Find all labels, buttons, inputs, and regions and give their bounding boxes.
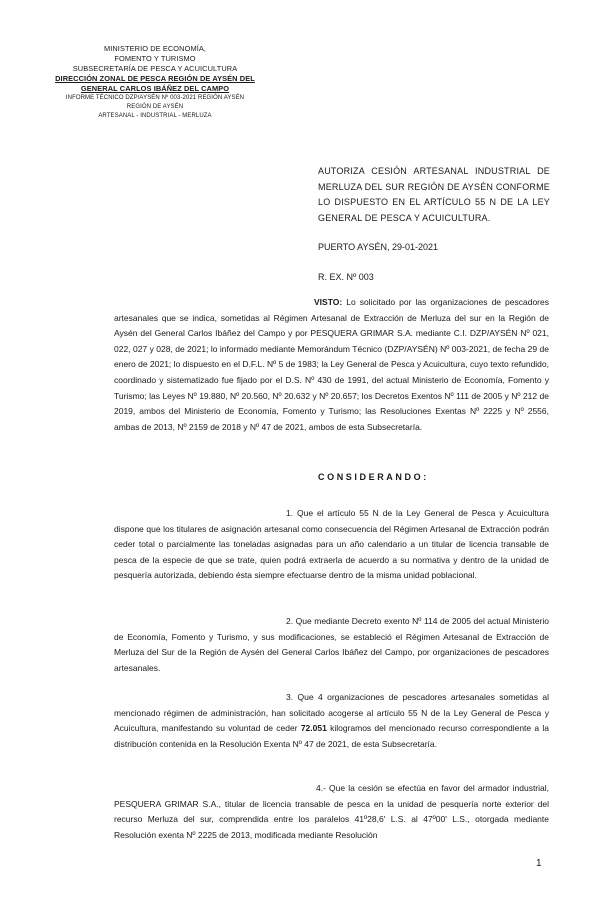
issuer-header (40, 44, 270, 121)
ministry-line-2: FOMENTO Y TURISMO (114, 54, 196, 63)
considerando-heading: CONSIDERANDO: (318, 472, 429, 482)
category-line: ARTESANAL - INDUSTRIAL - MERLUZA (98, 113, 212, 119)
place-date: PUERTO AYSÉN, 29-01-2021 (318, 242, 439, 252)
visto-label: VISTO: (314, 297, 343, 307)
resolution-number: R. EX. Nº 003 (318, 272, 374, 282)
page-number: 1 (536, 858, 542, 869)
considerando-2: 2. Que mediante Decreto exento Nº 114 de 2005 del actual Ministerio de Economía, Fomento y Turismo, y sus modificaciones, se estableció el Régimen Artesanal de Extracción de Merluza del Sur de la Región de Aysén del General Carlos Ibáñez del Campo, por organizaciones de pescadores artesanales. (114, 616, 549, 673)
considerando-4: 4.- Que la cesión se efectúa en favor del armador industrial, PESQUERA GRIMAR S.A., titular de licencia transable de pesca en la unidad de pesquería norte exterior del recurso Merluza del sur, comprendida entre los paralelos 41º28,6' L.S. al 47º00' L.S., otorgada mediante Resolución exenta Nº 2225 de 2013, modificada mediante Resolución (114, 783, 549, 840)
region-name-line: GENERAL CARLOS IBÁÑEZ DEL CAMPO (80, 84, 230, 93)
considerando-3-text: 3. Que 4 organizaciones de pescadores artesanales sometidas al mencionado régimen de administración, han solicitado acogerse al artículo 55 N de la Ley General de Pesca y Acuicultura, manifestando su voluntad de ceder (114, 692, 549, 734)
considerando-1: 1. Que el artículo 55 N de la Ley General de Pesca y Acuicultura dispone que los titulares de asignación artesanal como consecuencia del Régimen Artesanal de Extracción podrán ceder total o parcialmente las toneladas asignadas para un año calendario a un titular de licencia transable de pesca de la especie de que se trate, quien podrá extraerla de acuerdo a su normativa y dentro de la unidad de pesquería autorizada, debiendo ésta siempre efectuarse dentro de la misma unidad poblacional. (114, 508, 549, 581)
visto-text: Lo solicitado por las organizaciones de pescadores artesanales que se indica, sometidas al Régimen Artesanal de Extracción de Merluza del sur en la Región de Aysén del General Carlos Ibáñez del Campo y por PESQUERA GRIMAR S.A. mediante C.I. DZP/AYSÉN Nº 021, 022, 027 y 028, de 2021; lo informado mediante Memorándum Técnico (DZP/AYSÉN) Nº 003-2021, de fecha 29 de enero de 2021; lo dispuesto en el D.F.L. Nº 5 de 1983; la Ley General de Pesca y Acuicultura, cuyo texto refundido, coordinado y sistematizado fue fijado por el D.S. Nº 430 de 1991, del actual Ministerio de Economía, Fomento y Turismo; las Leyes Nº 19.880, Nº 20.560, Nº 20.632 y Nº 20.657; los Decretos Exentos Nº 111 de 2005 y Nº 212 de 2019, ambos del Ministerio de Economía, Fomento y Turismo; las Resoluciones Exentas Nº 2225 y Nº 2556, ambas de 2013, Nº 2159 de 2018 y Nº 47 de 2021, ambos de esta Subsecretaría. (114, 297, 549, 432)
region-line: REGIÓN DE AYSÉN (126, 104, 184, 110)
subsecretaria-line: SUBSECRETARÍA DE PESCA Y ACUICULTURA (72, 64, 238, 73)
visto-paragraph (114, 295, 549, 435)
resolution-title: AUTORIZA CESIÓN ARTESANAL INDUSTRIAL DE MERLUZA DEL SUR REGIÓN DE AYSÉN CONFORME LO DISPUESTO EN EL ARTÍCULO 55 N DE LA LEY GENERAL DE PESCA Y ACUICULTURA. (318, 166, 550, 223)
report-reference-line: INFORME TÉCNICO DZP/AYSÉN Nº 003-2021 REGIÓN AYSÉN (65, 95, 245, 101)
ministry-line: MINISTERIO DE ECONOMÍA, (103, 44, 207, 53)
considerando-3-text-end: kilogramos del mencionado recurso correspondiente a la distribución contenida en la Resolución Exenta Nº 47 de 2021, de esta Subsecretaría. (114, 723, 549, 749)
considerando-3 (114, 690, 549, 752)
direccion-zonal-line: DIRECCIÓN ZONAL DE PESCA REGIÓN DE AYSÉN DEL (55, 74, 255, 83)
ceded-amount: 72.051 (300, 723, 327, 734)
